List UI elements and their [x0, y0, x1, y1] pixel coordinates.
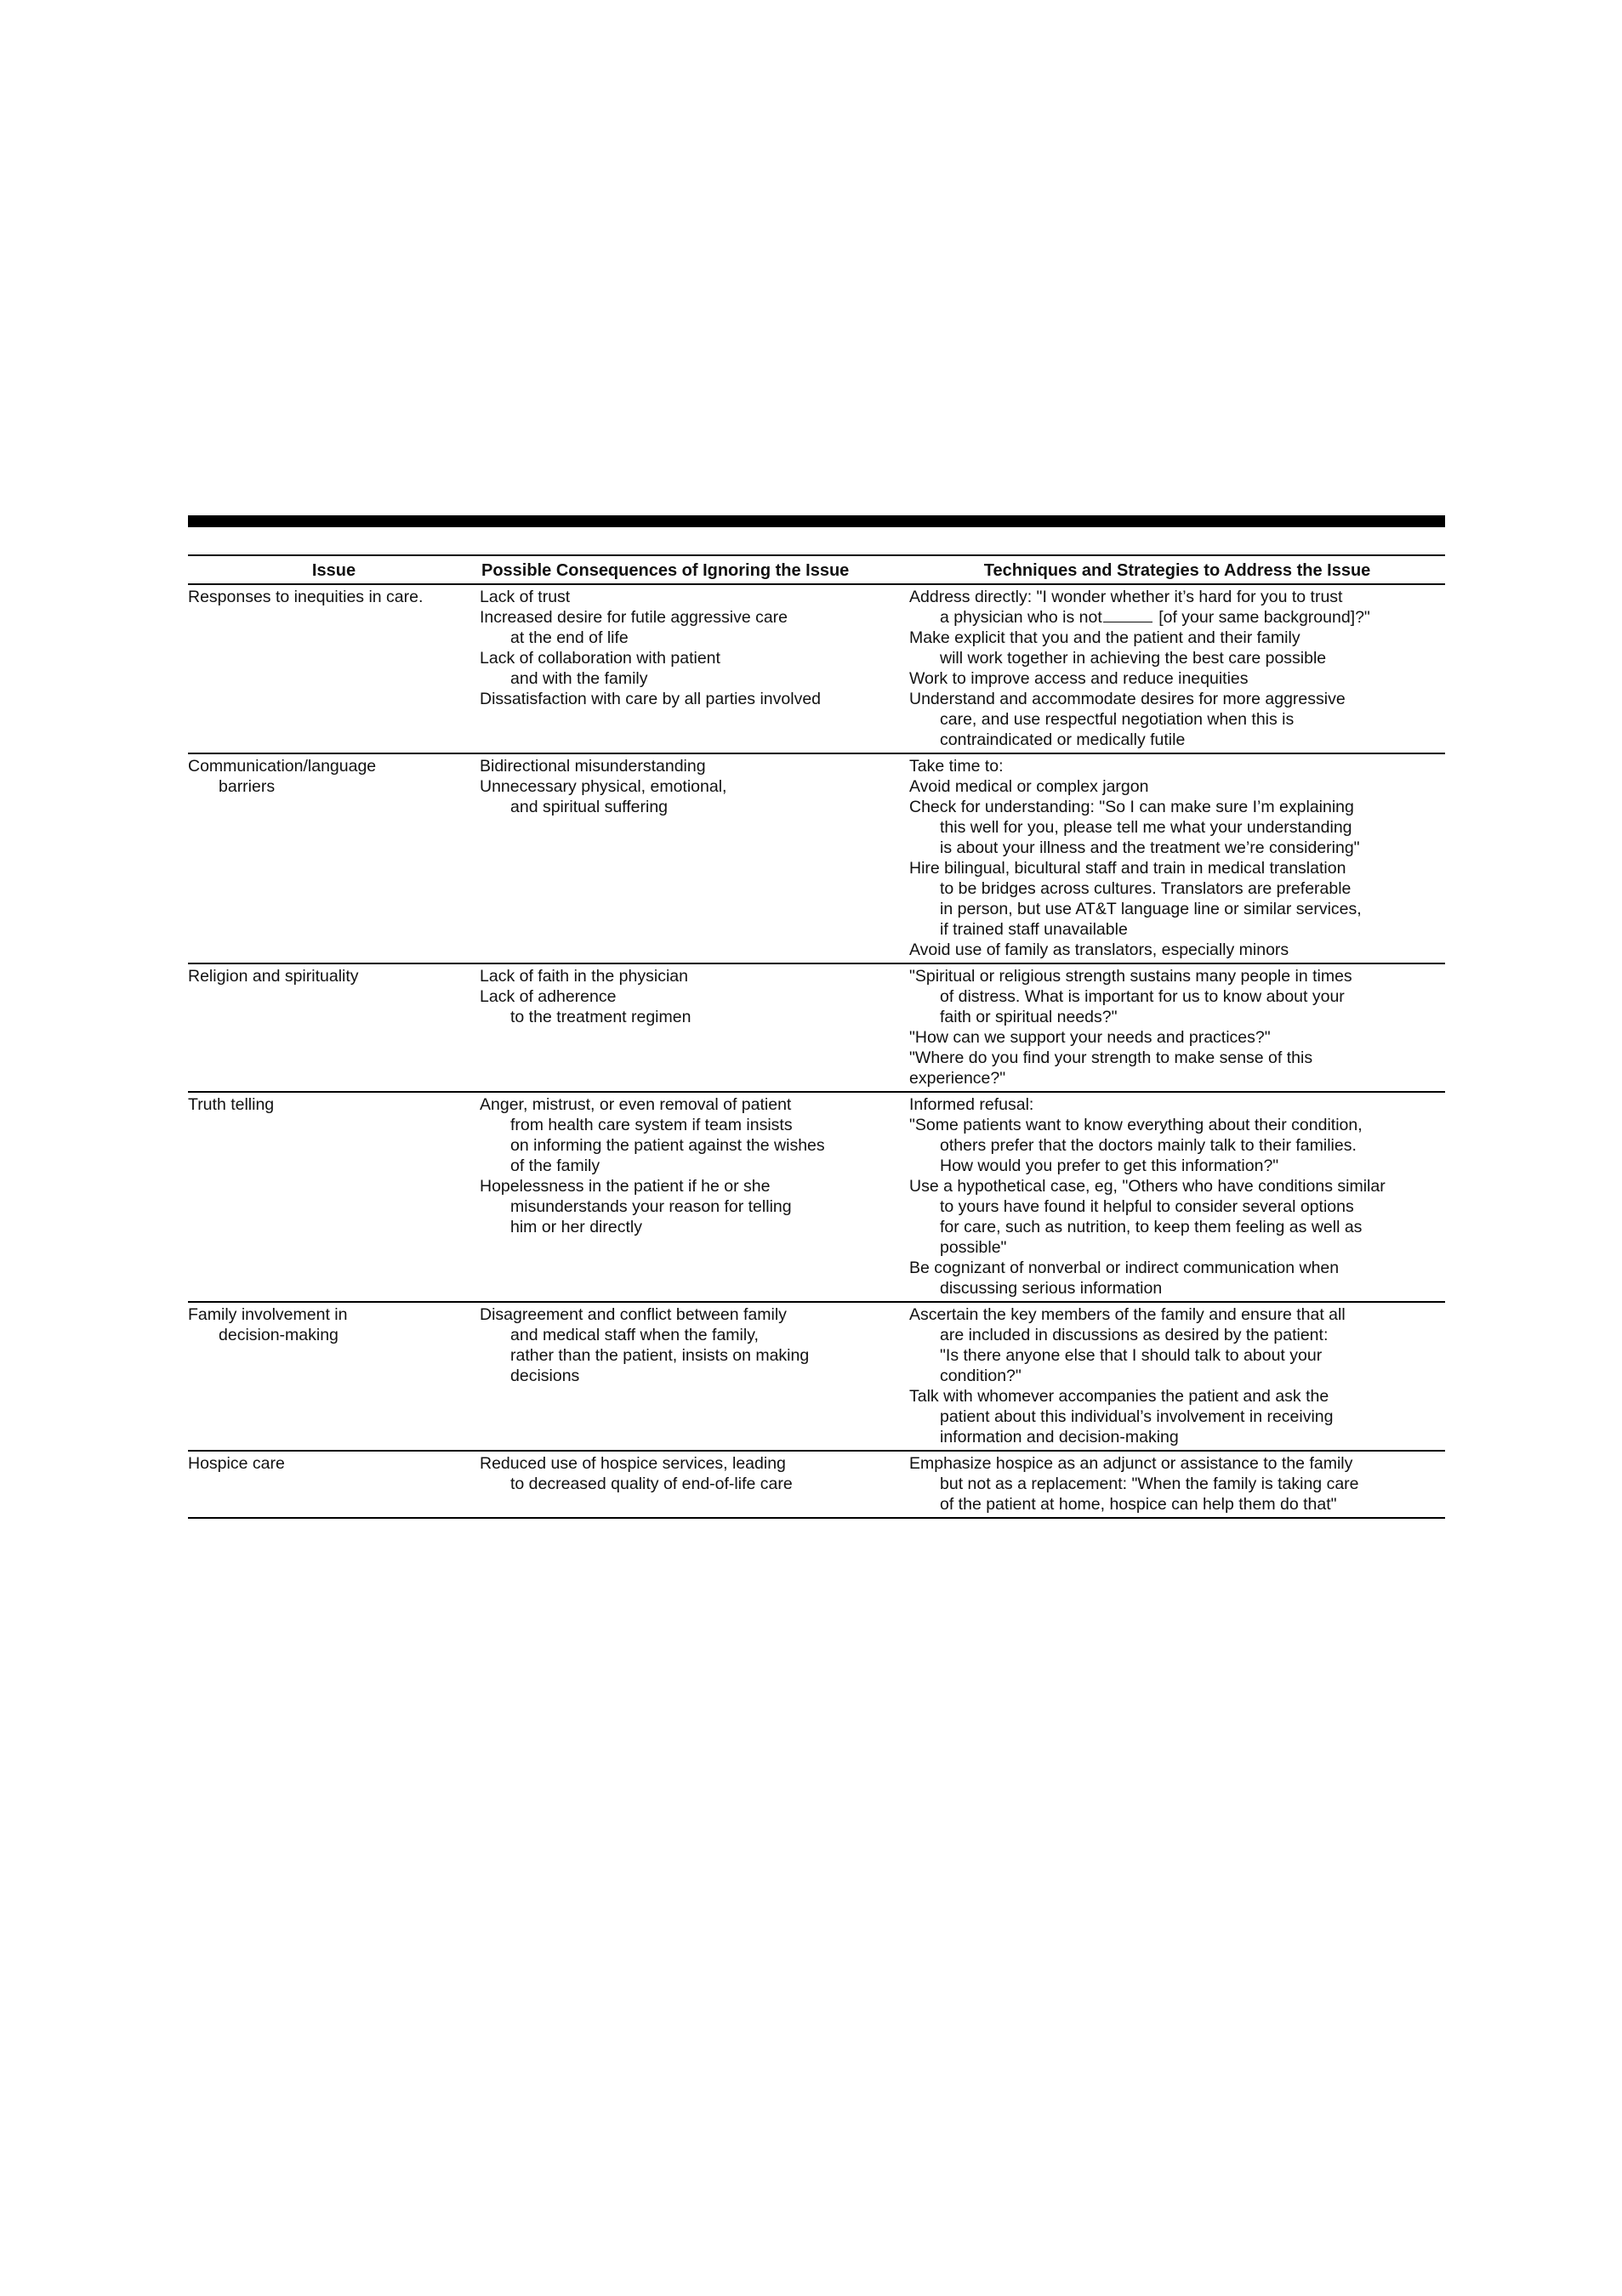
techniques-line: "How can we support your needs and practices?": [909, 1028, 1271, 1047]
table-container: [188, 515, 1445, 1519]
consequences-line: at the end of life: [510, 628, 629, 647]
techniques-line: Address directly: "I wonder whether it’s hard for you to trust: [909, 588, 1343, 606]
techniques-line: to yours have found it helpful to consider several options: [940, 1197, 1354, 1216]
techniques-line: Be cognizant of nonverbal or indirect communication when: [909, 1259, 1340, 1277]
consequences-cell: [480, 1304, 909, 1447]
consequences-line: and spiritual suffering: [510, 798, 669, 816]
techniques-cell: [909, 1094, 1445, 1299]
table-row: [188, 964, 1445, 1093]
fill-in-blank: [1103, 610, 1152, 622]
consequences-line: Lack of trust: [480, 588, 571, 606]
techniques-line: patient about this individual’s involvement in receiving: [940, 1407, 1334, 1426]
consequences-line: rather than the patient, insists on making: [510, 1346, 810, 1365]
consequences-cell: [480, 1094, 909, 1299]
header-issue: Issue: [311, 561, 356, 580]
techniques-line: Ascertain the key members of the family and ensure that all: [909, 1305, 1346, 1324]
consequences-line: to decreased quality of end-of-life care: [510, 1475, 793, 1493]
techniques-line: in person, but use AT&T language line or similar services,: [940, 900, 1362, 918]
techniques-line: Emphasize hospice as an adjunct or assistance to the family: [909, 1454, 1353, 1473]
table-row: [188, 1303, 1445, 1452]
issue-cell: [188, 587, 480, 750]
issue-cell: [188, 1304, 480, 1447]
consequences-cell: [480, 966, 909, 1088]
techniques-line: but not as a replacement: "When the family is taking care: [940, 1475, 1359, 1493]
techniques-line: "Some patients want to know everything about their condition,: [909, 1116, 1363, 1134]
consequences-cell: [480, 756, 909, 960]
techniques-line: to be bridges across cultures. Translators are preferable: [940, 879, 1352, 898]
techniques-line: Make explicit that you and the patient and their family: [909, 628, 1300, 647]
techniques-line: experience?": [909, 1069, 1006, 1088]
techniques-line: a physician who is not [of your same background]?": [940, 608, 1370, 627]
consequences-line: Bidirectional misunderstanding: [480, 757, 706, 776]
techniques-line: Take time to:: [909, 757, 1004, 776]
techniques-line: Avoid use of family as translators, especially minors: [909, 941, 1289, 959]
techniques-line: Use a hypothetical case, eg, "Others who have conditions similar: [909, 1177, 1386, 1196]
techniques-line: Informed refusal:: [909, 1095, 1034, 1114]
issue-cell: [188, 1453, 480, 1515]
techniques-line: Understand and accommodate desires for more aggressive: [909, 690, 1346, 708]
table-body: [188, 585, 1445, 1519]
issue-cell: [188, 1094, 480, 1299]
techniques-line: contraindicated or medically futile: [940, 730, 1186, 749]
consequences-line: Disagreement and conflict between family: [480, 1305, 787, 1324]
techniques-line: others prefer that the doctors mainly talk to their families.: [940, 1136, 1357, 1155]
techniques-cell: [909, 1453, 1445, 1515]
techniques-line: are included in discussions as desired by the patient:: [940, 1326, 1329, 1344]
consequences-line: to the treatment regimen: [510, 1008, 691, 1026]
consequences-line: and medical staff when the family,: [510, 1326, 759, 1344]
issue-text: Religion and spirituality: [188, 967, 359, 986]
techniques-line: Hire bilingual, bicultural staff and train in medical translation: [909, 859, 1346, 878]
table-row: [188, 585, 1445, 754]
table-row: [188, 754, 1445, 964]
consequences-line: of the family: [510, 1157, 600, 1175]
consequences-line: Increased desire for futile aggressive care: [480, 608, 788, 627]
issue-text: Communication/language: [188, 757, 377, 776]
techniques-line: "Is there anyone else that I should talk to about your: [940, 1346, 1323, 1365]
top-rule: [188, 515, 1445, 527]
table-header: [188, 554, 1445, 585]
techniques-line: this well for you, please tell me what your understanding: [940, 818, 1352, 837]
table-row: [188, 1452, 1445, 1519]
header-techniques: Techniques and Strategies to Address the Issue: [983, 561, 1371, 580]
consequences-line: Unnecessary physical, emotional,: [480, 777, 727, 796]
consequences-line: Lack of adherence: [480, 987, 617, 1006]
techniques-line: of distress. What is important for us to know about your: [940, 987, 1345, 1006]
techniques-line: if trained staff unavailable: [940, 920, 1128, 939]
issue-text: Hospice care: [188, 1454, 285, 1473]
techniques-line: discussing serious information: [940, 1279, 1163, 1298]
techniques-cell: [909, 1304, 1445, 1447]
techniques-line: Work to improve access and reduce inequities: [909, 669, 1249, 688]
consequences-line: him or her directly: [510, 1218, 642, 1236]
issue-text: Responses to inequities in care.: [188, 588, 424, 606]
consequences-line: misunderstands your reason for telling: [510, 1197, 792, 1216]
techniques-line: for care, such as nutrition, to keep them feeling as well as: [940, 1218, 1363, 1236]
issue-text: Truth telling: [188, 1095, 275, 1114]
issue-cell: [188, 966, 480, 1088]
consequences-line: decisions: [510, 1367, 580, 1385]
consequences-line: Dissatisfaction with care by all parties involved: [480, 690, 822, 708]
techniques-cell: [909, 966, 1445, 1088]
techniques-line: Talk with whomever accompanies the patient and ask the: [909, 1387, 1329, 1406]
techniques-line: of the patient at home, hospice can help them do that": [940, 1495, 1337, 1514]
techniques-line: Avoid medical or complex jargon: [909, 777, 1149, 796]
techniques-cell: [909, 587, 1445, 750]
consequences-line: and with the family: [510, 669, 648, 688]
consequences-cell: [480, 1453, 909, 1515]
techniques-line: care, and use respectful negotiation when this is: [940, 710, 1295, 729]
issue-text: decision-making: [219, 1326, 339, 1344]
consequences-line: Lack of faith in the physician: [480, 967, 688, 986]
techniques-line: faith or spiritual needs?": [940, 1008, 1118, 1026]
consequences-line: on informing the patient against the wishes: [510, 1136, 825, 1155]
techniques-line: "Spiritual or religious strength sustains many people in times: [909, 967, 1352, 986]
consequences-line: Anger, mistrust, or even removal of patient: [480, 1095, 792, 1114]
consequences-cell: [480, 587, 909, 750]
issue-cell: [188, 756, 480, 960]
consequences-line: Reduced use of hospice services, leading: [480, 1454, 786, 1473]
consequences-line: Hopelessness in the patient if he or she: [480, 1177, 771, 1196]
header-consequences: Possible Consequences of Ignoring the Issue: [481, 561, 850, 580]
techniques-line: information and decision-making: [940, 1428, 1179, 1446]
techniques-line: Check for understanding: "So I can make sure I’m explaining: [909, 798, 1354, 816]
techniques-line: possible": [940, 1238, 1007, 1257]
techniques-line: "Where do you find your strength to make sense of this: [909, 1049, 1313, 1067]
techniques-line: How would you prefer to get this information?": [940, 1157, 1279, 1175]
consequences-line: from health care system if team insists: [510, 1116, 793, 1134]
issue-text: Family involvement in: [188, 1305, 348, 1324]
techniques-line: is about your illness and the treatment we’re considering": [940, 838, 1360, 857]
techniques-line: condition?": [940, 1367, 1022, 1385]
techniques-cell: [909, 756, 1445, 960]
table-row: [188, 1093, 1445, 1303]
techniques-line: will work together in achieving the best care possible: [940, 649, 1327, 668]
consequences-line: Lack of collaboration with patient: [480, 649, 720, 668]
issue-text: barriers: [219, 777, 276, 796]
